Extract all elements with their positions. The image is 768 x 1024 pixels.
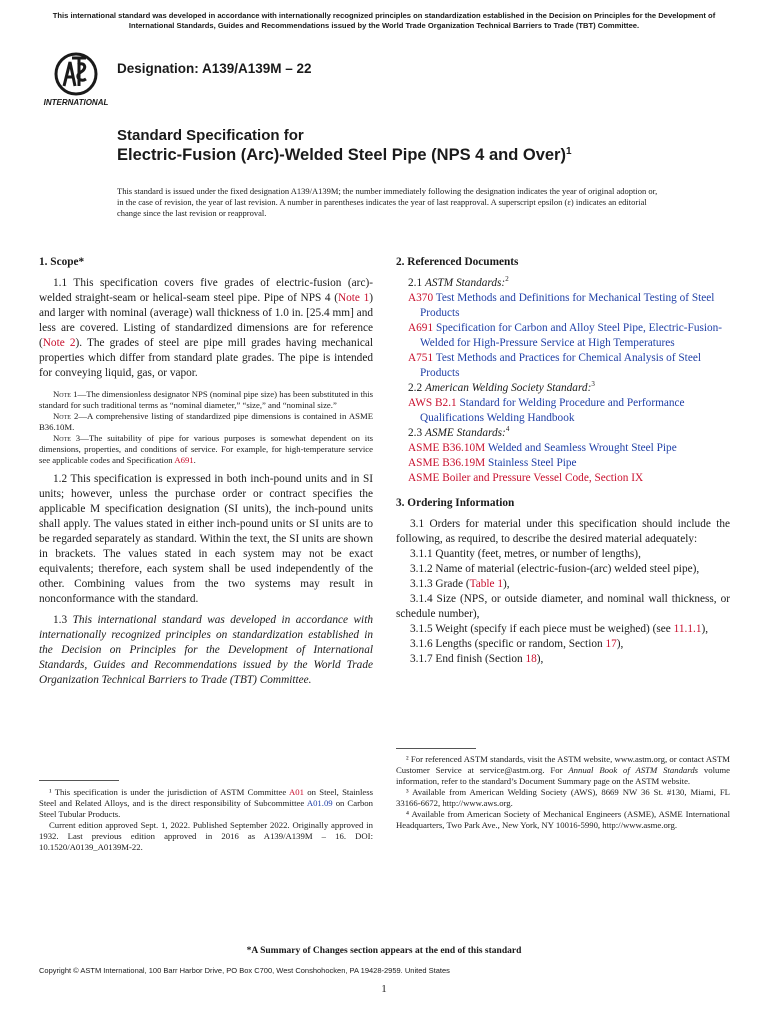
link-note-1[interactable]: Note 1 bbox=[337, 292, 370, 304]
ordering-item-3-1-5 bbox=[396, 622, 730, 637]
link-table-1[interactable]: Table 1 bbox=[469, 578, 504, 590]
ordering-item-3-1-7 bbox=[396, 652, 730, 667]
astm-international-logo bbox=[42, 52, 110, 108]
ref-title[interactable]: Test Methods and Definitions for Mechanical Testing of Steel Products bbox=[420, 292, 715, 319]
text-run: volume information, refer to the standard’s Document Summary page on the ASTM website. bbox=[396, 765, 730, 786]
ref-asme-b36-19m[interactable] bbox=[396, 456, 730, 471]
ref-title[interactable]: Specification for Carbon and Alloy Steel Pipe, Electric-Fusion-Welded for High-Pressure Service at High Temperatures bbox=[420, 322, 723, 349]
ordering-item-3-1-1: 3.1.1 Quantity (feet, metres, or number of lengths), bbox=[410, 548, 641, 560]
ref-code[interactable]: ASME B36.10M bbox=[408, 442, 486, 454]
footnote-rule bbox=[39, 780, 119, 781]
designation: Designation: A139/A139M – 22 bbox=[117, 61, 312, 76]
note-2 bbox=[39, 411, 373, 433]
ref-code[interactable]: ASME Boiler and Pressure Vessel Code, Section IX bbox=[408, 472, 644, 484]
sub-title: American Welding Society Standard: bbox=[424, 382, 592, 394]
ordering-item-3-1-3 bbox=[396, 577, 730, 592]
sub-title: ASTM Standards: bbox=[424, 277, 506, 289]
right-column bbox=[396, 255, 730, 667]
ref-asme-bpvc[interactable] bbox=[396, 471, 730, 486]
text-run: ), bbox=[701, 623, 709, 635]
footnote-1 bbox=[39, 780, 373, 853]
text-run: ² For referenced ASTM standards, visit the ASTM website, www.astm.org, or contact ASTM Customer Service at service@astm.org. For bbox=[396, 754, 730, 775]
link-a691[interactable]: A691 bbox=[174, 455, 194, 465]
note-label: Note 2 bbox=[53, 411, 79, 421]
ref-code[interactable]: AWS B2.1 bbox=[408, 397, 457, 409]
text-run: 3.1.5 Weight (specify if each piece must be weighed) (see bbox=[410, 623, 674, 635]
footnote-4: ⁴ Available from American Society of Mechanical Engineers (ASME), ASME International Headquarters, Two Park Ave., New York, NY 10016-5990, http://www.asme.org. bbox=[396, 809, 730, 830]
title-line-2 bbox=[117, 146, 572, 165]
para-number: 1.3 bbox=[53, 614, 73, 626]
scope-paragraph-1-2: 1.2 This specification is expressed in both inch-pound units and in SI units; however, unless the purchase order or contract specifies the applicable M specification designation (SI units), the inch-pound units shall apply. The values stated in either inch-pound units or SI units are to be regarded separately as standard. Within the text, the SI units are shown in brackets. The values stated in each system may not be exact equivalents; therefore, each system shall be used independently of the other. Combining values from the two systems may result in nonconformance with the standard. bbox=[39, 473, 373, 605]
link-note-2[interactable]: Note 2 bbox=[42, 337, 76, 349]
text-run: 3.1.6 Lengths (specific or random, Section bbox=[410, 638, 606, 650]
title-footnote-ref[interactable]: 1 bbox=[565, 146, 572, 157]
scope-paragraph-1-3 bbox=[39, 613, 373, 688]
note-text: . bbox=[193, 455, 196, 465]
ref-title[interactable]: Stainless Steel Pipe bbox=[488, 457, 577, 469]
header-notice: This international standard was developed in accordance with internationally recognized principles on standardization established in the Decision on Principles for the Development of International Standards, Guides and Recommendations issued by the World Trade Organization Technical Barriers to Trade (TBT) Committee. bbox=[52, 11, 716, 30]
section-heading-ordering-information: 3. Ordering Information bbox=[396, 497, 515, 509]
note-label: Note 1 bbox=[53, 389, 78, 399]
text-run: ), bbox=[503, 578, 510, 590]
link-a01-09[interactable]: A01.09 bbox=[306, 798, 333, 808]
ordering-item-3-1-4: 3.1.4 Size (NPS, or outside diameter, and nominal wall thickness, or schedule number), bbox=[396, 593, 730, 620]
text-run: 3.1.7 End finish (Section bbox=[410, 653, 526, 665]
copyright: Copyright © ASTM International, 100 Barr Harbor Drive, PO Box C700, West Conshohocken, PA 19428-2959. United States bbox=[39, 966, 450, 975]
ordering-item-3-1-2: 3.1.2 Name of material (electric-fusion-(arc) welded steel pipe), bbox=[410, 563, 700, 575]
section-heading-scope: 1. Scope* bbox=[39, 256, 85, 268]
link-section-17[interactable]: 17 bbox=[605, 638, 617, 650]
title-text: Electric-Fusion (Arc)-Welded Steel Pipe (NPS 4 and Over) bbox=[117, 146, 566, 164]
left-column bbox=[39, 255, 373, 694]
footnote-rule bbox=[396, 748, 476, 749]
aws-standard-label bbox=[396, 381, 730, 396]
issuance-statement: This standard is issued under the fixed designation A139/A139M; the number immediately following the designation indicates the year of original adoption or, in the case of revision, the year of last revision. A number in parentheses indicates the year of last reapproval. A superscript epsilon (ε) indicates an editorial change since the last revision or reapproval. bbox=[117, 186, 658, 218]
text-run: 3.1.3 Grade ( bbox=[410, 578, 470, 590]
ref-aws-b2-1[interactable] bbox=[396, 396, 730, 426]
ref-title[interactable]: Test Methods and Practices for Chemical Analysis of Steel Products bbox=[420, 352, 701, 379]
ref-title[interactable]: Welded and Seamless Wrought Steel Pipe bbox=[487, 442, 677, 454]
ordering-intro: 3.1 Orders for material under this specification should include the following, as required, to describe the desired material adequately: bbox=[396, 518, 730, 545]
text-run: ), bbox=[616, 638, 624, 650]
link-section-18[interactable]: 18 bbox=[525, 653, 537, 665]
footnote-1-text bbox=[39, 787, 373, 820]
ref-asme-b36-10m[interactable] bbox=[396, 441, 730, 456]
sub-number: 2.2 bbox=[408, 382, 425, 394]
note-3 bbox=[39, 433, 373, 466]
footnote-ref[interactable]: 3 bbox=[591, 380, 595, 389]
ref-code[interactable]: A370 bbox=[408, 292, 434, 304]
title-line-1: Standard Specification for bbox=[117, 127, 304, 144]
sub-number: 2.3 bbox=[408, 427, 425, 439]
ref-code[interactable]: ASME B36.19M bbox=[408, 457, 486, 469]
ref-code[interactable]: A691 bbox=[408, 322, 434, 334]
ref-a751[interactable] bbox=[396, 351, 730, 381]
asme-standards-label bbox=[396, 426, 730, 441]
footnote-1-edition: Current edition approved Sept. 1, 2022. Published September 2022. Originally approved in 1932. Last previous edition approved in 2016 as A139/A139M – 16. DOI: 10.1520/A0139_A0139M-22. bbox=[39, 820, 373, 852]
astm-logo-icon bbox=[42, 52, 110, 108]
footnote-3: ³ Available from American Welding Society (AWS), 8669 NW 36 St. #130, Miami, FL 33166-6672, http://www.aws.org. bbox=[396, 787, 730, 808]
note-text: —The dimensionless designator NPS (nominal pipe size) has been substituted in this standard for such traditional terms as “nominal diameter,” “size,” and “nominal size.” bbox=[39, 389, 373, 410]
section-heading-referenced-documents: 2. Referenced Documents bbox=[396, 256, 519, 268]
page-number: 1 bbox=[381, 983, 387, 995]
sub-title: ASME Standards: bbox=[424, 427, 506, 439]
astm-standards-label bbox=[396, 276, 730, 291]
text-run: Annual Book of ASTM Standards bbox=[568, 765, 699, 775]
ref-a370[interactable] bbox=[396, 291, 730, 321]
text-run: 1.1 This specification covers five grades of electric-fusion (arc)-welded straight-seam or helical-seam steel pipe. Pipe of NPS 4 ( bbox=[39, 277, 373, 304]
footnotes-right bbox=[396, 748, 730, 831]
logo-text: INTERNATIONAL bbox=[43, 98, 109, 107]
text-run: on Carbon Steel Tubular Products. bbox=[39, 798, 373, 819]
note-text: —The suitability of pipe for various purposes is somewhat dependent on its dimensions, properties, and conditions of service. For example, for high-temperature service see applicable codes and Specification bbox=[39, 433, 374, 465]
footnote-ref[interactable]: 4 bbox=[505, 425, 510, 434]
ref-a691[interactable] bbox=[396, 321, 730, 351]
note-1 bbox=[39, 389, 373, 411]
text-run: ). The grades of steel are pipe mill grades having mechanical properties which differ from standard plate grades. The pipe is intended for conveying liquid, gas, or vapor. bbox=[39, 337, 373, 379]
note-label: Note 3 bbox=[53, 433, 81, 443]
ordering-item-3-1-6 bbox=[396, 637, 730, 652]
text-run: ¹ This specification is under the jurisdiction of ASTM Committee bbox=[49, 787, 290, 797]
link-a01[interactable]: A01 bbox=[289, 787, 304, 797]
ref-title[interactable]: Standard for Welding Procedure and Performance Qualifications Welding Handbook bbox=[420, 397, 685, 424]
sub-number: 2.1 bbox=[408, 277, 425, 289]
scope-paragraph-1-1 bbox=[39, 276, 373, 381]
footnote-2 bbox=[396, 754, 730, 787]
footnote-ref[interactable]: 2 bbox=[505, 275, 509, 284]
link-11-1-1[interactable]: 11.1.1 bbox=[673, 623, 702, 635]
para-text: This international standard was developed in accordance with internationally recognized principles on standardization established in the Decision on Principles for the Development of International Standards, Guides and Recommendations issued by the World Trade Organization Technical Barriers to Trade (TBT) Committee. bbox=[39, 614, 373, 686]
summary-of-changes-notice: *A Summary of Changes section appears at the end of this standard bbox=[246, 946, 522, 956]
note-text: —A comprehensive listing of standardized pipe dimensions is contained in ASME B36.10M. bbox=[39, 411, 373, 432]
text-run: on Steel, Stainless Steel and Related Alloys, and is the direct responsibility of Subcommittee bbox=[39, 787, 373, 808]
text-run: ), bbox=[536, 653, 544, 665]
text-run: ) and larger with nominal (average) wall thickness of 1.0 in. [25.4 mm] and less are covered. Listing of standardized dimensions are for reference ( bbox=[39, 292, 373, 349]
ref-code[interactable]: A751 bbox=[408, 352, 434, 364]
